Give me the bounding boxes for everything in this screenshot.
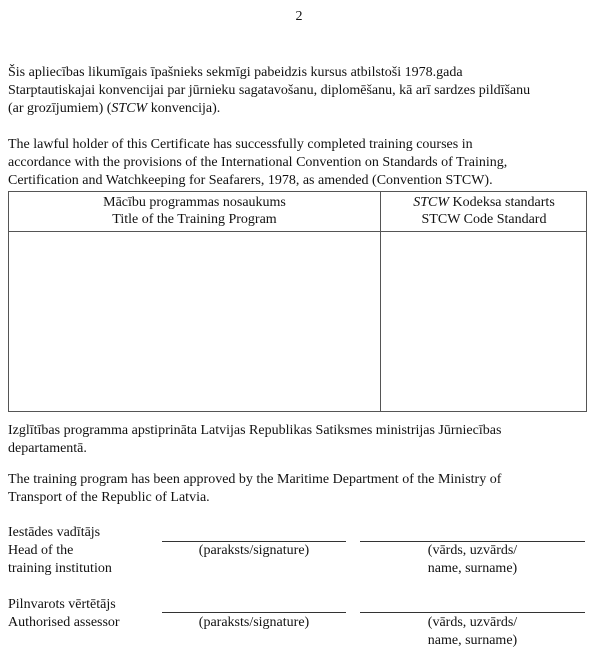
approval-latvian-line-1: Izglītības programma apstiprināta Latvijas Republikas Satiksmes ministrijas Jūrniecības	[8, 423, 502, 438]
statement-english-line-2: accordance with the provisions of the International Convention on Standards of Training,	[8, 155, 508, 170]
assessor-signature-line	[162, 612, 346, 613]
header-stcw-rest: Kodeksa standarts	[449, 195, 555, 210]
assessor-label-lv: Pilnvarots vērtētājs	[8, 597, 116, 612]
header-program-title-lv: Mācību programmas nosaukums	[103, 195, 286, 210]
header-stcw-italic: STCW	[413, 195, 450, 210]
page-number: 2	[295, 9, 303, 24]
assessor-label-en: Authorised assessor	[8, 615, 120, 630]
head-label-en-1: Head of the	[8, 543, 74, 558]
head-label-lv: Iestādes vadītājs	[8, 525, 101, 540]
approval-latvian	[8, 422, 590, 458]
table-header-program-title	[9, 194, 380, 228]
stcw-italic: STCW	[111, 101, 148, 116]
statement-latvian-line-3-start: (ar grozījumiem) (	[8, 101, 112, 116]
assessor-name-line	[360, 612, 585, 613]
head-name-hint-1: (vārds, uzvārds/	[427, 543, 518, 558]
head-name-hint-2: name, surname)	[427, 561, 518, 576]
header-stcw-standard-en: STCW Code Standard	[421, 212, 547, 227]
statement-english-line-1: The lawful holder of this Certificate has successfully completed training courses in	[8, 137, 473, 152]
head-label-en-2: training institution	[8, 561, 112, 576]
statement-latvian	[8, 64, 590, 118]
training-program-table	[8, 191, 587, 412]
approval-english-line-1: The training program has been approved by the Maritime Department of the Ministry of	[8, 472, 502, 487]
table-header-stcw-standard	[381, 194, 587, 228]
assessor-name-hint-1: (vārds, uzvārds/	[427, 615, 518, 630]
table-header-divider	[9, 231, 586, 232]
statement-latvian-line-3-end: konvencija).	[147, 101, 221, 116]
assessor-signature-hint: (paraksts/signature)	[198, 615, 310, 630]
statement-latvian-line-2: Starptautiskajai konvencijai par jūrnieku sagatavošanu, diplomēšanu, kā arī sardzes pildīšanu	[8, 83, 531, 98]
approval-latvian-line-2: departamentā.	[8, 441, 87, 456]
header-program-title-en: Title of the Training Program	[112, 212, 277, 227]
statement-latvian-line-1: Šis apliecības likumīgais īpašnieks sekmīgi pabeidzis kursus atbilstoši 1978.gada	[8, 65, 463, 80]
approval-english	[8, 471, 590, 507]
statement-latvian-line-3	[8, 100, 590, 118]
statement-english	[8, 136, 590, 190]
assessor-name-hint-2: name, surname)	[427, 633, 518, 648]
header-stcw-standard-lv	[381, 194, 587, 211]
statement-english-line-3: Certification and Watchkeeping for Seafarers, 1978, as amended (Convention STCW).	[8, 173, 493, 188]
head-signature-hint: (paraksts/signature)	[198, 543, 310, 558]
approval-english-line-2: Transport of the Republic of Latvia.	[8, 490, 210, 505]
